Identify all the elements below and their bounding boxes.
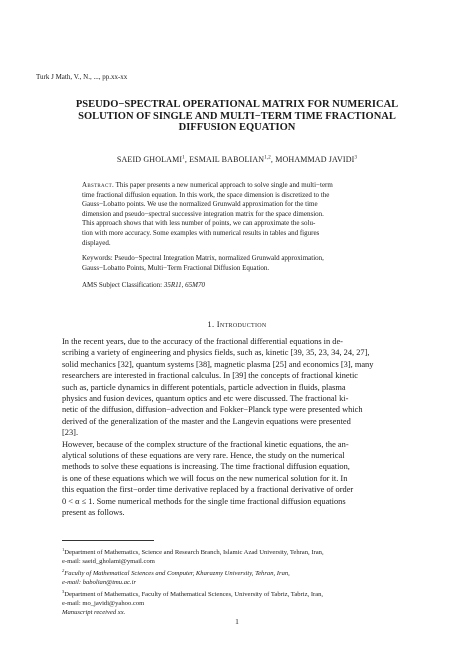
body-line: derived of the generalization of the master and the Langevin equations were presented bbox=[62, 416, 351, 426]
abstract-line: displayed. bbox=[82, 238, 111, 247]
body-line: researchers are interested in fractional calculus. In [39] the concepts of fractional kinetic bbox=[62, 371, 359, 381]
body-line: physics and fusion devices, quantum optics and etc were discussed. The fractional ki- bbox=[62, 394, 349, 404]
keywords-line: Keywords: Pseudo−Spectral Integration Matrix, normalized Grunwald approximation, bbox=[82, 254, 324, 262]
keywords-line: Gauss−Lobatto Points, Multi−Term Fractional Diffusion Equation. bbox=[82, 263, 270, 272]
body-line: present as follows. bbox=[62, 508, 125, 518]
abstract-line: This paper presents a new numerical approach to solve single and multi−term bbox=[115, 181, 333, 189]
body-line: methods to solve these equations is increasing. The time fractional diffusion equation, bbox=[62, 462, 350, 472]
author-name: MOHAMMAD JAVIDI bbox=[275, 155, 355, 164]
abstract-line: This approach shows that with less number of points, we can approximate the solu- bbox=[82, 219, 316, 228]
footnote-line: e-mail: babolian@tmu.ac.ir bbox=[62, 579, 137, 587]
section-heading: 1. Introduction bbox=[207, 319, 267, 329]
body-text bbox=[62, 336, 417, 519]
paper-title bbox=[40, 99, 434, 134]
title-line: SOLUTION OF SINGLE AND MULTI−TERM TIME FRACTIONAL bbox=[78, 110, 396, 122]
body-line: this equation the first−order time derivative replaced by a fractional derivative of order bbox=[62, 485, 354, 495]
manuscript-note: Manuscript received xx. bbox=[62, 609, 126, 617]
author-affiliation-mark: 1,2 bbox=[264, 155, 271, 161]
ams-label: AMS Subject Classification: bbox=[82, 281, 163, 289]
author-name: SAEID GHOLAMI bbox=[116, 155, 183, 164]
journal-header: Turk J Math, V., N., ..., pp.xx-xx bbox=[36, 73, 128, 81]
body-line: such as, particle dynamics in different potentials, particle advection in fluids, plasma bbox=[62, 382, 346, 392]
footnote-line: Department of Mathematics, Science and Research Branch, Islamic Azad University, Tehran, Iran, bbox=[64, 549, 324, 557]
footnote-3 bbox=[62, 587, 417, 617]
keywords bbox=[82, 254, 392, 273]
footnote-line: Faculty of Mathematical Sciences and Computer, Kharazmy University, Tehran, Iran, bbox=[64, 570, 290, 578]
abstract-line: Gauss−Lobatto points. We use the normalized Grunwald approximation for the time bbox=[82, 200, 318, 209]
body-line: is one of these equations which we will focus on the new numerical solution for it. In bbox=[62, 473, 348, 483]
footnote-1 bbox=[62, 545, 417, 566]
abstract-line: dimension and pseudo−spectral successive integration matrix for the space dimension. bbox=[82, 209, 324, 218]
ams-classification bbox=[82, 281, 205, 289]
footnote-line: e-mail: mo_javidi@yahoo.com bbox=[62, 600, 145, 608]
abstract-line: time fractional diffusion equation. In this work, the space dimension is discretized to the bbox=[82, 190, 330, 199]
title-line: DIFFUSION EQUATION bbox=[178, 122, 296, 133]
footnote-mark: 1 bbox=[62, 547, 65, 552]
abstract-label: Abstract. bbox=[82, 181, 115, 189]
abstract-line: tion with more accuracy. Some examples with numerical results in tables and figures bbox=[82, 228, 320, 237]
body-line: alytical solutions of these equations are very rare. Hence, the study on the numerical bbox=[62, 451, 345, 461]
author-list: SAEID GHOLAMI$^1$, ESMAIL BABOLIAN$^{1,2}$, MOHAMMAD JAVIDI$^3$ bbox=[116, 155, 358, 164]
ams-value: 35R11, 65M70 bbox=[163, 281, 205, 289]
body-line: solid mechanics [32], quantum systems [38], magnetic plasma [25] and economics [3], many bbox=[62, 359, 374, 369]
abstract bbox=[82, 181, 392, 248]
author-affiliation-mark: 3 bbox=[354, 155, 358, 161]
footnote-mark: 3 bbox=[62, 589, 65, 594]
body-line: 0 < α ≤ 1. Some numerical methods for the single time fractional diffusion equations bbox=[62, 496, 346, 506]
footnote-line: e-mail: saeid_gholami@ymail.com bbox=[62, 558, 155, 566]
footnote-mark: 2 bbox=[62, 568, 65, 573]
body-line: However, because of the complex structure of the fractional kinetic equations, the an- bbox=[62, 439, 349, 449]
body-line: scribing a variety of engineering and physics fields, such as, kinetic [39, 35, 23, 34, 24, 27], bbox=[62, 348, 370, 358]
footnote-rule bbox=[62, 540, 154, 541]
footnote-2 bbox=[62, 566, 417, 587]
body-line: [23]. bbox=[62, 428, 79, 438]
title-line: PSEUDO−SPECTRAL OPERATIONAL MATRIX FOR NUMERICAL bbox=[75, 99, 399, 110]
page-number: 1 bbox=[235, 617, 239, 626]
body-line: In the recent years, due to the accuracy of the fractional differential equations in de- bbox=[62, 337, 343, 346]
author-affiliation-mark: 1 bbox=[182, 155, 185, 161]
author-name: ESMAIL BABOLIAN bbox=[189, 155, 265, 164]
body-line: netic of the diffusion, diffusion−advection and Fokker−Planck type were presented which bbox=[62, 405, 363, 415]
footnote-line: Department of Mathematics, Faculty of Mathematical Sciences, University of Tabriz, Tabriz, Iran, bbox=[64, 591, 324, 599]
